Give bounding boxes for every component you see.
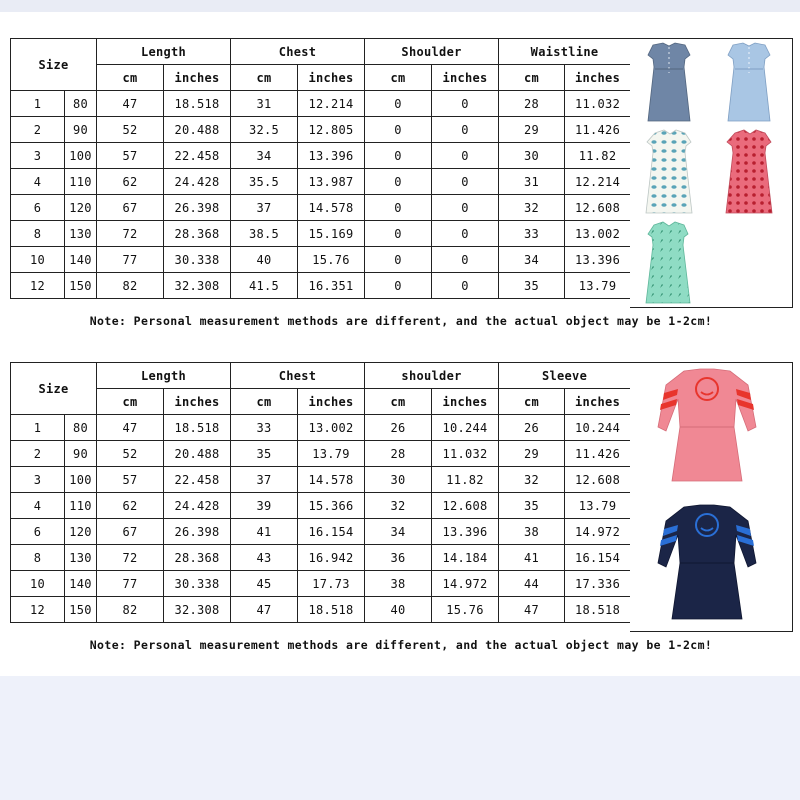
- unit-inches-header: inches: [432, 389, 499, 415]
- group-header-sleeve: Sleeve: [499, 363, 631, 389]
- unit-inches-header: inches: [565, 65, 631, 91]
- table-cell: 0: [432, 247, 499, 273]
- table-cell: 13.79: [565, 273, 631, 299]
- table-cell: 13.79: [565, 493, 631, 519]
- content-panel: [0, 12, 800, 676]
- table-cell: 17.73: [298, 571, 365, 597]
- table-cell: 100: [65, 143, 97, 169]
- table-cell: 34: [499, 247, 565, 273]
- table-row: [11, 273, 631, 299]
- table-cell: 44: [499, 571, 565, 597]
- top-strip: [0, 0, 800, 12]
- table-cell: 15.76: [432, 597, 499, 623]
- dress-image-denim-dark: [648, 43, 690, 121]
- table-cell: 12.214: [565, 169, 631, 195]
- table-cell: 15.366: [298, 493, 365, 519]
- table-cell: 0: [432, 91, 499, 117]
- table-row: [11, 415, 631, 441]
- table-cell: 130: [65, 221, 97, 247]
- table-cell: 26: [499, 415, 565, 441]
- group-header-shoulder: Shoulder: [365, 39, 499, 65]
- table-cell: 13.002: [565, 221, 631, 247]
- dress-product-images: [630, 39, 792, 307]
- table-cell: 22.458: [164, 143, 231, 169]
- table-cell: 82: [97, 597, 164, 623]
- table-cell: 12: [11, 273, 65, 299]
- table-cell: 0: [432, 195, 499, 221]
- group-header-length: Length: [97, 363, 231, 389]
- table-cell: 35: [499, 273, 565, 299]
- table-cell: 29: [499, 117, 565, 143]
- table-cell: 13.396: [298, 143, 365, 169]
- dress-image-denim-light: [728, 43, 770, 121]
- table-cell: 82: [97, 273, 164, 299]
- table-cell: 140: [65, 247, 97, 273]
- table-cell: 130: [65, 545, 97, 571]
- table-cell: 30.338: [164, 247, 231, 273]
- group-header-chest: Chest: [231, 39, 365, 65]
- table-cell: 13.396: [432, 519, 499, 545]
- unit-cm-header: cm: [365, 65, 432, 91]
- table-cell: 67: [97, 519, 164, 545]
- table-cell: 26: [365, 415, 432, 441]
- table-row: [11, 467, 631, 493]
- product-images-panel: [630, 38, 793, 308]
- unit-cm-header: cm: [499, 389, 565, 415]
- table-cell: 10: [11, 571, 65, 597]
- table-cell: 150: [65, 273, 97, 299]
- table-cell: 13.396: [565, 247, 631, 273]
- table-cell: 0: [365, 221, 432, 247]
- table-cell: 0: [365, 247, 432, 273]
- table-row: [11, 493, 631, 519]
- table-cell: 41.5: [231, 273, 298, 299]
- table-row: [11, 143, 631, 169]
- sweatshirt-dress-images: [630, 363, 792, 631]
- table-cell: 20.488: [164, 117, 231, 143]
- table-cell: 38.5: [231, 221, 298, 247]
- table-cell: 11.032: [432, 441, 499, 467]
- table-cell: 0: [365, 195, 432, 221]
- table-cell: 24.428: [164, 493, 231, 519]
- table-cell: 37: [231, 467, 298, 493]
- table-cell: 38: [499, 519, 565, 545]
- table-cell: 17.336: [565, 571, 631, 597]
- dress-image-navy-sweatshirt: [658, 505, 756, 619]
- table-cell: 18.518: [164, 415, 231, 441]
- table-row: [11, 169, 631, 195]
- unit-cm-header: cm: [231, 65, 298, 91]
- table-cell: 32: [499, 467, 565, 493]
- table-cell: 77: [97, 247, 164, 273]
- table-cell: 90: [65, 441, 97, 467]
- table-cell: 120: [65, 519, 97, 545]
- table-cell: 40: [365, 597, 432, 623]
- table-cell: 16.942: [298, 545, 365, 571]
- group-header-length: Length: [97, 39, 231, 65]
- table-cell: 11.82: [565, 143, 631, 169]
- table-cell: 72: [97, 545, 164, 571]
- table-cell: 4: [11, 493, 65, 519]
- unit-inches-header: inches: [298, 65, 365, 91]
- dress-image-pink-sweatshirt: [658, 369, 756, 481]
- table-cell: 0: [365, 169, 432, 195]
- table-cell: 41: [231, 519, 298, 545]
- table-cell: 28.368: [164, 545, 231, 571]
- unit-cm-header: cm: [97, 389, 164, 415]
- table-cell: 12.805: [298, 117, 365, 143]
- table-cell: 18.518: [298, 597, 365, 623]
- table-cell: 6: [11, 519, 65, 545]
- measurement-note: Note: Personal measurement methods are different, and the actual object may be 1-2cm!: [89, 314, 713, 328]
- table-cell: 32.308: [164, 273, 231, 299]
- table-cell: 30: [499, 143, 565, 169]
- table-cell: 11.426: [565, 117, 631, 143]
- measurement-note: Note: Personal measurement methods are different, and the actual object may be 1-2cm!: [89, 638, 713, 652]
- table-cell: 43: [231, 545, 298, 571]
- size-table-1: [10, 38, 631, 299]
- unit-inches-header: inches: [164, 65, 231, 91]
- size-table-body: [11, 91, 631, 299]
- table-cell: 22.458: [164, 467, 231, 493]
- table-row: [11, 597, 631, 623]
- table-cell: 26.398: [164, 195, 231, 221]
- table-cell: 77: [97, 571, 164, 597]
- table-cell: 52: [97, 117, 164, 143]
- table-cell: 1: [11, 415, 65, 441]
- dress-image-pink-print: [726, 130, 772, 213]
- table-cell: 0: [432, 143, 499, 169]
- size-table-body: [11, 415, 631, 623]
- table-cell: 3: [11, 143, 65, 169]
- table-cell: 12: [11, 597, 65, 623]
- table-cell: 11.032: [565, 91, 631, 117]
- table-cell: 120: [65, 195, 97, 221]
- table-cell: 110: [65, 493, 97, 519]
- table-cell: 10.244: [432, 415, 499, 441]
- table-cell: 110: [65, 169, 97, 195]
- group-header-shoulder: shoulder: [365, 363, 499, 389]
- table-cell: 30: [365, 467, 432, 493]
- table-cell: 31: [499, 169, 565, 195]
- table-cell: 35: [231, 441, 298, 467]
- table-cell: 80: [65, 415, 97, 441]
- table-row: [11, 571, 631, 597]
- table-row: [11, 545, 631, 571]
- table-cell: 32.5: [231, 117, 298, 143]
- table-cell: 18.518: [565, 597, 631, 623]
- table-cell: 12.214: [298, 91, 365, 117]
- table-cell: 20.488: [164, 441, 231, 467]
- table-cell: 2: [11, 117, 65, 143]
- table-cell: 6: [11, 195, 65, 221]
- table-cell: 28: [365, 441, 432, 467]
- table-cell: 0: [432, 221, 499, 247]
- unit-inches-header: inches: [432, 65, 499, 91]
- dress-image-white-print: [646, 130, 692, 213]
- table-cell: 35.5: [231, 169, 298, 195]
- table-cell: 32.308: [164, 597, 231, 623]
- table-cell: 15.169: [298, 221, 365, 247]
- table-cell: 0: [432, 169, 499, 195]
- table-row: [11, 519, 631, 545]
- table-cell: 62: [97, 493, 164, 519]
- table-cell: 67: [97, 195, 164, 221]
- table-cell: 18.518: [164, 91, 231, 117]
- table-cell: 14.578: [298, 467, 365, 493]
- table-cell: 0: [365, 143, 432, 169]
- table-cell: 10: [11, 247, 65, 273]
- table-cell: 47: [97, 91, 164, 117]
- table-cell: 0: [365, 273, 432, 299]
- product-images-panel: [630, 362, 793, 632]
- group-header-chest: Chest: [231, 363, 365, 389]
- table-cell: 47: [97, 415, 164, 441]
- table-cell: 39: [231, 493, 298, 519]
- size-header: Size: [11, 39, 97, 91]
- table-cell: 0: [365, 91, 432, 117]
- unit-inches-header: inches: [164, 389, 231, 415]
- table-cell: 11.426: [565, 441, 631, 467]
- size-header: Size: [11, 363, 97, 415]
- table-cell: 13.987: [298, 169, 365, 195]
- table-cell: 28: [499, 91, 565, 117]
- table-cell: 62: [97, 169, 164, 195]
- table-cell: 16.351: [298, 273, 365, 299]
- table-cell: 32: [365, 493, 432, 519]
- table-cell: 30.338: [164, 571, 231, 597]
- table-cell: 41: [499, 545, 565, 571]
- table-cell: 13.79: [298, 441, 365, 467]
- table-cell: 40: [231, 247, 298, 273]
- table-cell: 14.972: [565, 519, 631, 545]
- table-cell: 26.398: [164, 519, 231, 545]
- table-cell: 32: [499, 195, 565, 221]
- table-cell: 12.608: [432, 493, 499, 519]
- table-cell: 29: [499, 441, 565, 467]
- table-cell: 16.154: [565, 545, 631, 571]
- table-cell: 37: [231, 195, 298, 221]
- group-header-waistline: Waistline: [499, 39, 631, 65]
- table-cell: 0: [365, 117, 432, 143]
- table-cell: 14.972: [432, 571, 499, 597]
- table-row: [11, 117, 631, 143]
- table-cell: 150: [65, 597, 97, 623]
- table-row: [11, 441, 631, 467]
- table-cell: 52: [97, 441, 164, 467]
- table-cell: 24.428: [164, 169, 231, 195]
- table-cell: 0: [432, 273, 499, 299]
- unit-cm-header: cm: [499, 65, 565, 91]
- table-cell: 10.244: [565, 415, 631, 441]
- unit-cm-header: cm: [231, 389, 298, 415]
- dress-image-mint-print: [646, 222, 690, 303]
- table-row: [11, 247, 631, 273]
- table-cell: 12.608: [565, 195, 631, 221]
- table-cell: 15.76: [298, 247, 365, 273]
- table-row: [11, 91, 631, 117]
- table-cell: 3: [11, 467, 65, 493]
- table-cell: 36: [365, 545, 432, 571]
- table-cell: 1: [11, 91, 65, 117]
- table-cell: 57: [97, 467, 164, 493]
- table-cell: 14.578: [298, 195, 365, 221]
- unit-inches-header: inches: [565, 389, 631, 415]
- table-cell: 31: [231, 91, 298, 117]
- table-cell: 8: [11, 545, 65, 571]
- size-table-2: [10, 362, 631, 623]
- unit-cm-header: cm: [97, 65, 164, 91]
- table-cell: 12.608: [565, 467, 631, 493]
- table-cell: 34: [231, 143, 298, 169]
- table-cell: 11.82: [432, 467, 499, 493]
- table-cell: 13.002: [298, 415, 365, 441]
- table-cell: 90: [65, 117, 97, 143]
- table-cell: 140: [65, 571, 97, 597]
- table-row: [11, 195, 631, 221]
- table-cell: 2: [11, 441, 65, 467]
- table-cell: 34: [365, 519, 432, 545]
- table-cell: 38: [365, 571, 432, 597]
- table-row: [11, 221, 631, 247]
- table-cell: 100: [65, 467, 97, 493]
- unit-cm-header: cm: [365, 389, 432, 415]
- table-cell: 33: [231, 415, 298, 441]
- table-cell: 35: [499, 493, 565, 519]
- table-cell: 33: [499, 221, 565, 247]
- table-cell: 28.368: [164, 221, 231, 247]
- table-cell: 16.154: [298, 519, 365, 545]
- unit-inches-header: inches: [298, 389, 365, 415]
- table-cell: 47: [499, 597, 565, 623]
- table-cell: 72: [97, 221, 164, 247]
- table-cell: 45: [231, 571, 298, 597]
- table-cell: 57: [97, 143, 164, 169]
- table-cell: 0: [432, 117, 499, 143]
- table-cell: 8: [11, 221, 65, 247]
- table-cell: 14.184: [432, 545, 499, 571]
- table-cell: 80: [65, 91, 97, 117]
- table-cell: 4: [11, 169, 65, 195]
- table-cell: 47: [231, 597, 298, 623]
